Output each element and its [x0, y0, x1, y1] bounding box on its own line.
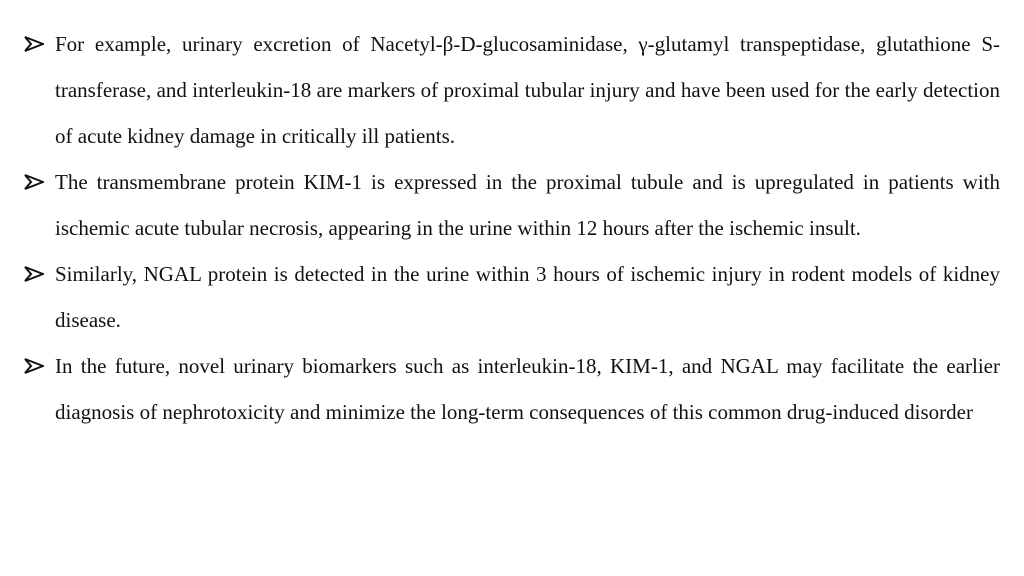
arrowhead-bullet-icon — [24, 358, 44, 374]
bullet-text: For example, urinary excretion of Nacetyl-β-D-glucosaminidase, γ-glutamyl transpeptidase, glutathione S-transferase, and interleukin-18 are markers of proximal tubular injury and have been used for the early detection of acute kidney damage in critically ill patients. — [55, 32, 1000, 148]
bullet-text: The transmembrane protein KIM-1 is expressed in the proximal tubule and is upregulated in patients with ischemic acute tubular necrosis, appearing in the urine within 12 hours after the ischemic insult. — [55, 170, 1000, 240]
bullet-item — [24, 21, 1000, 159]
arrowhead-bullet-icon — [24, 266, 44, 282]
bullet-item — [24, 251, 1000, 343]
bullet-text: In the future, novel urinary biomarkers such as interleukin-18, KIM-1, and NGAL may facilitate the earlier diagnosis of nephrotoxicity and minimize the long-term consequences of this common drug-induced disorder — [55, 354, 1000, 424]
bullet-item — [24, 159, 1000, 251]
bullet-list — [24, 21, 1000, 435]
bullet-item — [24, 343, 1000, 435]
arrowhead-bullet-icon — [24, 174, 44, 190]
bullet-text: Similarly, NGAL protein is detected in the urine within 3 hours of ischemic injury in rodent models of kidney disease. — [55, 262, 1000, 332]
arrowhead-bullet-icon — [24, 36, 44, 52]
